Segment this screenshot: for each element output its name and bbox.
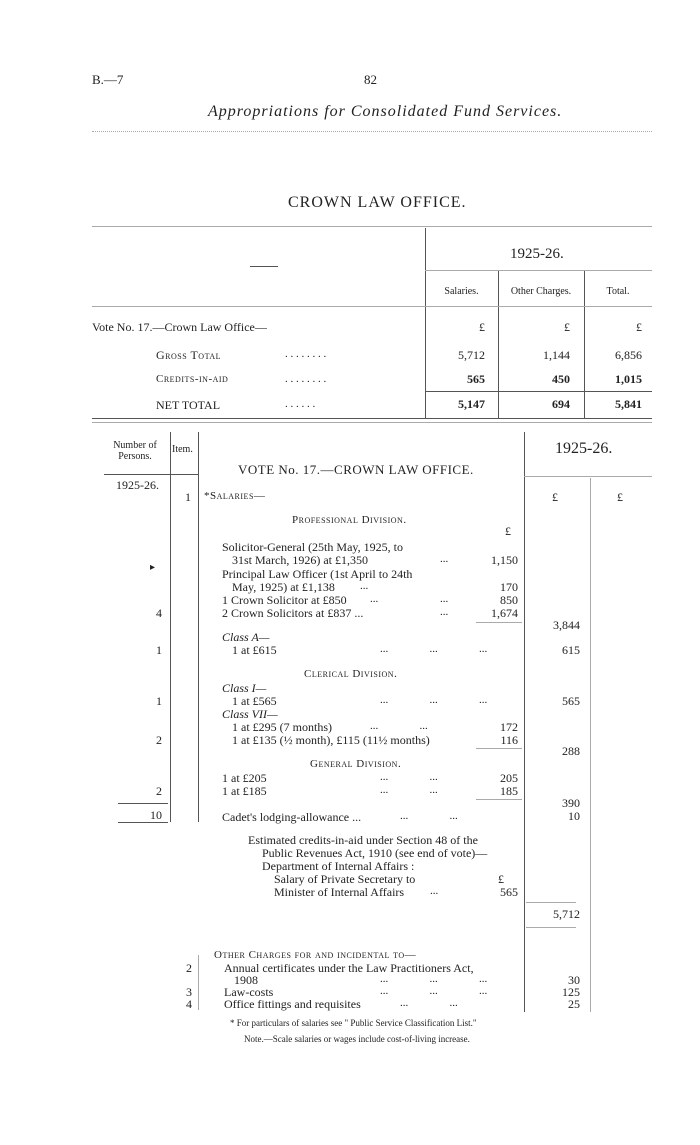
net-total-label: NET TOTAL bbox=[156, 398, 221, 412]
amount-col-rule bbox=[590, 478, 591, 1012]
principal-law-officer-amount: 170 bbox=[500, 580, 518, 594]
clerical-division-heading: Clerical Division. bbox=[304, 668, 398, 680]
net-salaries: 5,147 bbox=[458, 397, 485, 411]
class-a-heading: Class A— bbox=[222, 630, 270, 644]
net-other: 694 bbox=[552, 397, 570, 411]
class-vii-line: 1 at £135 (½ month), £115 (11½ months) bbox=[232, 733, 430, 747]
item-number: 3 bbox=[186, 985, 192, 999]
section-title: CROWN LAW OFFICE. bbox=[288, 194, 467, 211]
footnote: Note.—Scale salaries or wages include cost-of-living increase. bbox=[244, 1034, 470, 1044]
annual-certificates-line: 1908 bbox=[234, 973, 258, 987]
class-vii-amount: 116 bbox=[500, 733, 518, 747]
other-charges-header: Other Charges. bbox=[510, 286, 572, 297]
persons-header-rule bbox=[104, 474, 198, 475]
general-division-heading: General Division. bbox=[310, 758, 402, 770]
persons-count: 1 bbox=[156, 694, 162, 708]
header-rule bbox=[92, 131, 652, 132]
amount-col-rule bbox=[524, 432, 525, 1012]
leader-dots: ... bbox=[370, 593, 379, 605]
detail-year-rule bbox=[524, 476, 652, 477]
item-col-rule bbox=[198, 955, 199, 1010]
general-amount: 185 bbox=[500, 784, 518, 798]
persons-total-rule bbox=[118, 803, 168, 804]
office-fittings-line: Office fittings and requisites bbox=[224, 997, 361, 1011]
net-total-rule bbox=[425, 391, 652, 392]
leader-dots: ... ... ... bbox=[380, 694, 488, 706]
leader-dots: . . . . . . . . bbox=[285, 373, 327, 385]
salaries-total-rule bbox=[526, 902, 576, 903]
subtotal-rule bbox=[476, 748, 522, 749]
solicitor-general-amount: 1,150 bbox=[491, 553, 518, 567]
crown-solicitor-line: 1 Crown Solicitor at £850 bbox=[222, 593, 347, 607]
leader-dots: ... ... bbox=[380, 784, 438, 796]
persons-count: 2 bbox=[156, 733, 162, 747]
persons-count: 2 bbox=[156, 784, 162, 798]
leader-dots: ... bbox=[430, 885, 439, 897]
class-vii-amount: 172 bbox=[500, 720, 518, 734]
gross-salaries: 5,712 bbox=[458, 348, 485, 362]
leader-dots: ... ... bbox=[370, 720, 428, 732]
summary-bottom-rule bbox=[92, 418, 652, 419]
credits-note-line: Minister of Internal Affairs bbox=[274, 885, 405, 899]
solicitor-general-line: Solicitor-General (25th May, 1925, to bbox=[222, 540, 403, 554]
page-number: 82 bbox=[364, 72, 377, 87]
pound-symbol: £ bbox=[505, 524, 511, 538]
class-i-total: 565 bbox=[562, 694, 580, 708]
cadet-allowance-line: Cadet's lodging-allowance ... bbox=[222, 810, 362, 824]
leader-dots: ... ... bbox=[400, 997, 458, 1009]
running-title: Appropriations for Consolidated Fund Services. bbox=[208, 103, 563, 120]
persons-count: 1 bbox=[156, 643, 162, 657]
gross-other: 1,144 bbox=[543, 348, 570, 362]
total-persons: 10 bbox=[150, 808, 162, 822]
other-charges-heading: Other Charges for and incidental to— bbox=[214, 949, 417, 961]
leader-dots: ... bbox=[440, 606, 449, 618]
document-reference: B.—7 bbox=[92, 72, 124, 87]
general-amount: 205 bbox=[500, 771, 518, 785]
leader-dots: ... bbox=[440, 593, 449, 605]
law-costs-amount: 125 bbox=[562, 985, 580, 999]
detail-year-left: 1925-26. bbox=[116, 478, 159, 492]
credits-total: 1,015 bbox=[615, 372, 642, 386]
vote-title: VOTE No. 17.—CROWN LAW OFFICE. bbox=[238, 462, 474, 477]
summary-top-rule bbox=[92, 226, 652, 227]
leader-dots: ... ... ... bbox=[380, 643, 488, 655]
credits-other: 450 bbox=[552, 372, 570, 386]
leader-dots: ... ... bbox=[400, 810, 458, 822]
leader-dots: ... ... bbox=[380, 771, 438, 783]
class-i-heading: Class I— bbox=[222, 681, 267, 695]
class-vii-line: 1 at £295 (7 months) bbox=[232, 720, 332, 734]
office-fittings-amount: 25 bbox=[568, 997, 580, 1011]
leader-dots: ... ... ... bbox=[380, 973, 488, 985]
total-header: Total. bbox=[606, 286, 630, 297]
credits-note-line: Salary of Private Secretary to bbox=[274, 872, 416, 886]
general-line: 1 at £185 bbox=[222, 784, 267, 798]
leader-dots: . . . . . . . . bbox=[285, 348, 327, 360]
item-number: 1 bbox=[185, 490, 191, 504]
persons-total-rule bbox=[118, 822, 168, 823]
item-header: Item. bbox=[172, 444, 193, 455]
gross-total-label: Gross Total bbox=[156, 348, 221, 362]
solicitor-general-line: 31st March, 1926) at £1,350 bbox=[232, 553, 368, 567]
footnote: * For particulars of salaries see " Public Service Classification List." bbox=[230, 1018, 477, 1028]
subtotal-rule bbox=[476, 622, 522, 623]
salaries-total: 5,712 bbox=[553, 907, 580, 921]
subtotal-rule bbox=[476, 799, 522, 800]
pound-symbol: £ bbox=[617, 490, 623, 504]
persons-col-rule bbox=[170, 432, 171, 822]
credits-note-line: Department of Internal Affairs : bbox=[262, 859, 415, 873]
leader-dots: ... bbox=[360, 580, 369, 592]
item-number: 2 bbox=[186, 961, 192, 975]
currency-symbol: £ bbox=[564, 320, 570, 334]
credits-note-line: Public Revenues Act, 1910 (see end of vote)— bbox=[262, 846, 488, 860]
principal-law-officer-line: Principal Law Officer (1st April to 24th bbox=[222, 567, 413, 581]
crown-solicitors-amount: 1,674 bbox=[491, 606, 518, 620]
law-costs-line: Law-costs bbox=[224, 985, 274, 999]
summary-header-rule bbox=[92, 306, 652, 307]
class-vii-total: 288 bbox=[562, 744, 580, 758]
crown-solicitors-line: 2 Crown Solicitors at £837 ... bbox=[222, 606, 364, 620]
detail-year-right: 1925-26. bbox=[555, 440, 613, 457]
crown-solicitor-amount: 850 bbox=[500, 593, 518, 607]
leader-dots: ... ... ... bbox=[380, 985, 488, 997]
class-vii-heading: Class VII— bbox=[222, 707, 278, 721]
credits-in-aid-label: Credits-in-aid bbox=[156, 373, 229, 385]
annual-certificates-amount: 30 bbox=[568, 973, 580, 987]
persons-header: Number of Persons. bbox=[113, 440, 157, 462]
salaries-heading: *Salaries— bbox=[204, 490, 266, 502]
class-a-total: 615 bbox=[562, 643, 580, 657]
pound-symbol: £ bbox=[552, 490, 558, 504]
general-line: 1 at £205 bbox=[222, 771, 267, 785]
principal-law-officer-line: May, 1925) at £1,138 bbox=[232, 580, 335, 594]
credits-note-amount: 565 bbox=[500, 885, 518, 899]
margin-mark: ▸ bbox=[150, 562, 156, 573]
leader-dots: ... bbox=[440, 553, 449, 565]
pound-symbol: £ bbox=[498, 872, 504, 886]
professional-division-heading: Professional Division. bbox=[292, 514, 407, 526]
professional-total: 3,844 bbox=[553, 618, 580, 632]
cadet-allowance-amount: 10 bbox=[568, 809, 580, 823]
currency-symbol: £ bbox=[636, 320, 642, 334]
salaries-total-rule bbox=[526, 927, 576, 928]
annual-certificates-line: Annual certificates under the Law Practitioners Act, bbox=[224, 961, 474, 975]
summary-bottom-rule bbox=[92, 422, 652, 423]
class-i-line: 1 at £565 bbox=[232, 694, 277, 708]
item-col-rule bbox=[198, 432, 199, 822]
credits-note-line: Estimated credits-in-aid under Section 48 of the bbox=[248, 833, 478, 847]
gross-total: 6,856 bbox=[615, 348, 642, 362]
currency-symbol: £ bbox=[479, 320, 485, 334]
net-total: 5,841 bbox=[615, 397, 642, 411]
summary-year-rule bbox=[425, 270, 652, 271]
class-a-line: 1 at £615 bbox=[232, 643, 277, 657]
item-number: 4 bbox=[186, 997, 192, 1011]
credits-salaries: 565 bbox=[467, 372, 485, 386]
salaries-header: Salaries. bbox=[444, 286, 479, 297]
summary-dash bbox=[250, 266, 278, 267]
summary-year: 1925-26. bbox=[510, 246, 564, 262]
general-total: 390 bbox=[562, 796, 580, 810]
leader-dots: . . . . . . bbox=[285, 398, 316, 410]
persons-count: 4 bbox=[156, 606, 162, 620]
vote-label: Vote No. 17.—Crown Law Office— bbox=[92, 320, 267, 334]
